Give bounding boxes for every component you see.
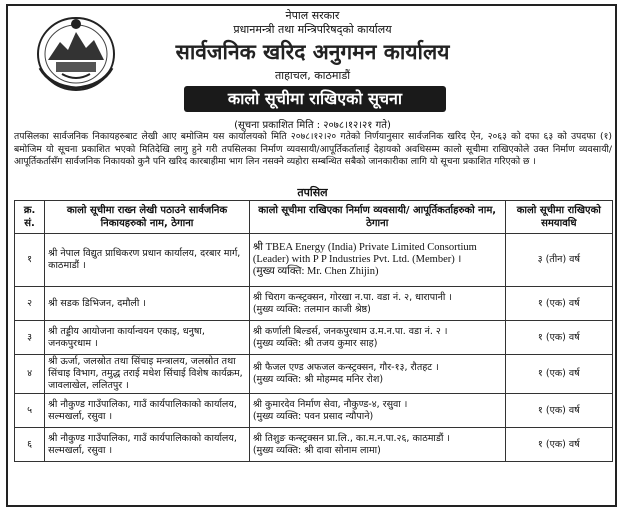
row-firm: श्री कर्णाली बिल्डर्स, जनकपुरधाम उ.म.न.पा. वडा नं. २ । (252, 325, 448, 337)
table-header-row (15, 201, 613, 234)
row-public-body: श्री तड्डीय आयोजना कार्यान्वयन एकाइ, धनुषा, जनकपुरधाम । (45, 321, 250, 355)
row-sn: ५ (15, 394, 45, 428)
office-title: सार्वजनिक खरिद अनुगमन कार्यालय (175, 40, 450, 64)
row-public-body: श्री नौकुण्ड गाउँपालिका, गाउँ कार्यपालिकाको कार्यालय, सल्मखर्ला, रसुवा । (45, 394, 250, 428)
row-public-body: श्री नौकुण्ड गाउँपालिका, गाउँ कार्यपालिकाको कार्यालय, सल्मखर्ला, रसुवा । (45, 428, 250, 462)
row-firm-cell (249, 287, 505, 321)
row-firm: श्री तिशुङ कन्स्ट्रक्सन प्रा.लि., का.म.न.पा.२६, काठमाडौं । (252, 432, 451, 444)
row-firm: श्री कुमारदेव निर्माण सेवा, नौकुण्ड-४, रसुवा । (252, 398, 408, 410)
row-firm-cell (249, 321, 505, 355)
notice-body: तपसिलका सार्वजनिक निकायहरुबाट लेखी आए बमोजिम यस कार्यालयको मिति २०७८।१२।२० गतेको निर्णयानुसार सार्वजनिक खरिद ऐन, २०६३ को दफा ६३ को उपदफा (१) बमोजिम यो सूचना प्रकाशित भएको मितिदेखि लागु हुने गरी तपसिलका निर्माण व्यवसायी/आपूर्तिकर्तालाई देहायको अवधिसम्म कालो सूचीमा राखिएकोले उक्त निर्माण व्यवसायी/आपूर्तिकर्तासँग सार्वजनिक निकायको कुनै पनि खरिद कारबाहीमा भाग लिन नसक्ने व्यहोरा सम्बन्धित सबैको जानकारीका लागि यो सूचना प्रकाशित गरिएको छ । (14, 131, 612, 168)
row-sn: २ (15, 287, 45, 321)
blacklist-table (14, 200, 613, 462)
annex-label: तपसिल (297, 186, 328, 199)
table-row (15, 234, 613, 287)
row-key-person: (मुख्य व्यक्ति: श्री तजय कुमार साह) (252, 337, 378, 349)
row-firm-cell (249, 355, 505, 394)
row-sn: ४ (15, 355, 45, 394)
row-sn: १ (15, 234, 45, 287)
row-firm-cell (249, 234, 505, 287)
row-public-body: श्री सडक डिभिजन, दमौली । (45, 287, 250, 321)
government-label: नेपाल सरकार (285, 9, 340, 22)
header-firm: कालो सूचीमा राखिएका निर्माण व्यवसायी/ आपूर्तिकर्ताहरुको नाम, ठेगाना (249, 201, 505, 234)
notice-title: कालो सूचीमा राखिएको सूचना (184, 86, 446, 112)
header-sn: क्र. सं. (15, 201, 45, 234)
table-row (15, 287, 613, 321)
published-date: (सूचना प्रकाशित मिति : २०७८।१२।२१ गते) (234, 120, 391, 131)
row-key-person: (मुख्य व्यक्ति: श्री दावा सोनाम लामा) (252, 444, 381, 456)
row-firm: श्री फैजल एण्ड अफजल कन्स्ट्रक्सन, गौर-१३, रौतहट । (252, 362, 439, 373)
row-period: १ (एक) वर्ष (505, 428, 612, 462)
row-public-body: श्री नेपाल विद्युत प्राधिकरण प्रधान कार्यालय, दरबार मार्ग, काठमाडौं । (45, 234, 250, 287)
row-firm-cell (249, 428, 505, 462)
row-key-person: (मुख्य व्यक्ति: Mr. Chen Zhijin) (252, 266, 379, 277)
row-key-person: (मुख्य व्यक्ति: तलमान काजी श्रेष्ठ) (252, 303, 371, 315)
table-row (15, 355, 613, 394)
header-public-body: कालो सूचीमा राख्न लेखी पठाउने सार्वजनिक निकायहरुको नाम, ठेगाना (45, 201, 250, 234)
header-period: कालो सूचीमा राखिएको समयावधि (505, 201, 612, 234)
row-period: १ (एक) वर्ष (505, 355, 612, 394)
ministry-label: प्रधानमन्त्री तथा मन्त्रिपरिषद्को कार्यालय (233, 23, 392, 36)
row-period: १ (एक) वर्ष (505, 287, 612, 321)
table-row (15, 321, 613, 355)
row-period: १ (एक) वर्ष (505, 394, 612, 428)
row-sn: ६ (15, 428, 45, 462)
office-address: ताहाचल, काठमाडौं (274, 69, 351, 82)
row-key-person: (मुख्य व्यक्ति: पवन प्रसाद न्यौपाने) (252, 410, 374, 422)
row-period: १ (एक) वर्ष (505, 321, 612, 355)
table-row (15, 394, 613, 428)
row-public-body: श्री ऊर्जा, जलस्रोत तथा सिंचाइ मन्त्रालय, जलस्रोत तथा सिंचाइ विभाग, तमुद्ध तराई मधेश सिंचाई विशेष कार्यक्रम, जावलाखेल, ललितपुर । (45, 355, 250, 394)
row-firm: श्री चिराग कन्स्ट्रक्सन, गोरखा न.पा. वडा नं. २, धारापानी । (252, 291, 452, 303)
row-firm-cell (249, 394, 505, 428)
row-key-person: (मुख्य व्यक्ति: श्री मोहम्मद मनिर रोश) (252, 374, 384, 385)
row-period: ३ (तीन) वर्ष (505, 234, 612, 287)
row-sn: ३ (15, 321, 45, 355)
row-firm: श्री TBEA Energy (India) Private Limited Consortium (Leader) with P P Industries Pvt. Ltd. (Member) । (252, 242, 477, 265)
table-row (15, 428, 613, 462)
